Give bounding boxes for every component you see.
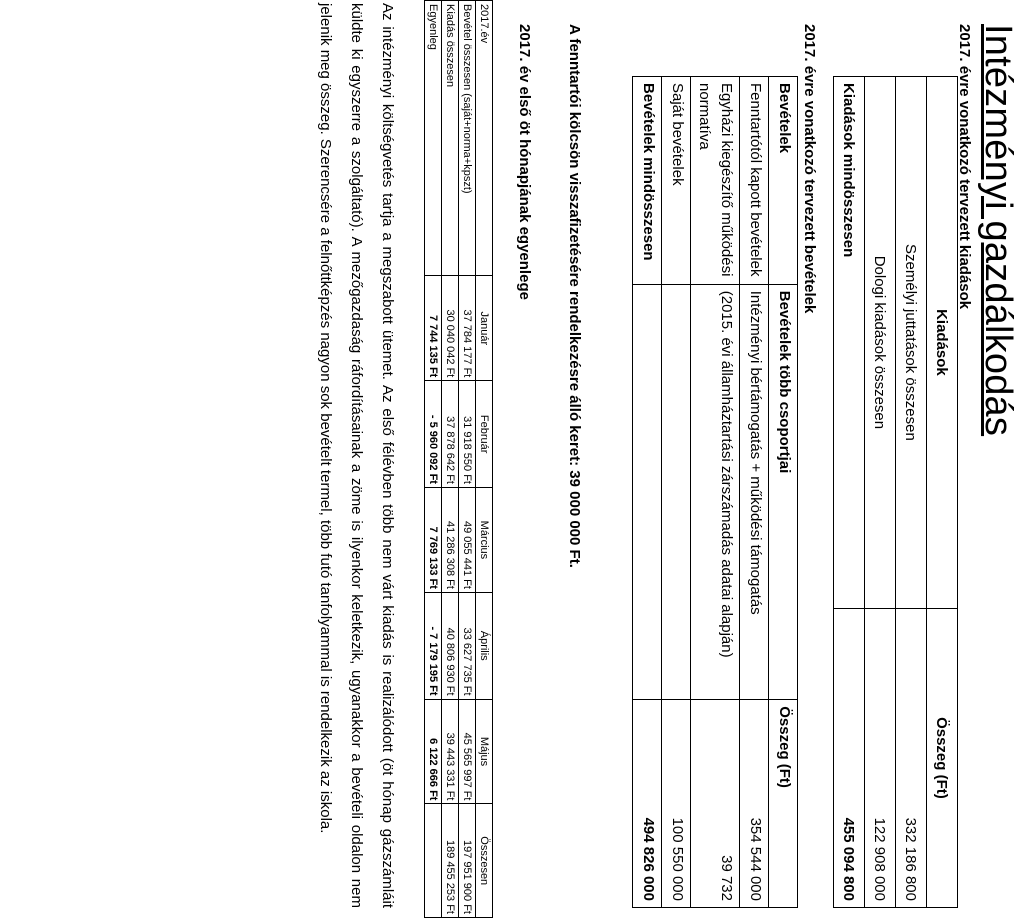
row-label: Bevételek mindösszesen	[633, 77, 662, 285]
row-group: (2015. évi államháztartási zárszámadás adatai alapján)	[691, 284, 740, 700]
expenses-table	[833, 76, 958, 908]
cell-value: 7 744 135 Ft	[425, 276, 442, 381]
table-row	[662, 77, 691, 908]
cell-value: 49 055 441 Ft	[459, 487, 476, 592]
cell-value: 41 286 308 Ft	[442, 487, 459, 592]
row-group	[662, 284, 691, 700]
table-row	[834, 77, 865, 908]
cell-value: 31 918 550 Ft	[459, 381, 476, 488]
table-header-row	[927, 77, 958, 908]
table-row	[865, 77, 896, 908]
row-label: Kiadás összesen	[442, 1, 459, 276]
row-label: Egyenleg	[425, 1, 442, 276]
cell-value: 6 122 666 Ft	[425, 699, 442, 804]
table-row	[691, 77, 740, 908]
table-header-row	[476, 1, 493, 918]
cell-value: 7 769 133 Ft	[425, 487, 442, 592]
table-row	[633, 77, 662, 908]
table-row	[442, 1, 459, 918]
column-header: Összeg (Ft)	[927, 608, 958, 907]
row-group: Intézményi bértámogatás + működési támogatás	[740, 284, 769, 700]
page-title: Intézményi gazdálkodás	[977, 24, 1019, 437]
cell-value: 30 040 042 Ft	[442, 276, 459, 381]
table-row	[459, 1, 476, 918]
row-label: Saját bevételek	[662, 77, 691, 285]
column-header: Március	[476, 487, 493, 592]
expenses-heading: 2017. évre vonatkozó tervezett kiadások	[956, 24, 973, 310]
row-amount: 100 550 000	[662, 700, 691, 908]
table-row	[740, 77, 769, 908]
column-header: Összesen	[476, 804, 493, 918]
column-header: Február	[476, 381, 493, 488]
row-amount: 122 908 000	[865, 608, 896, 907]
budget-paragraph: Az intézményi költségvetés tartja a megszabott ütemet. Az első félévben több nem várt kiadás is realizálódott (öt hónap gázszámláit küldte ki egyszerre a szolgáltató). A mezőgazdaság ráfordításainak a zöme is ilyenkor keletkezik, ugyanakkor a bevételi oldalon nem jelenik meg összeg. Szerencsére a felnőttképzés nagyon sok bevételt termel, több futó tanfolyammal is rendelkezik az iskola.	[317, 3, 396, 908]
cell-value: 189 455 253 Ft	[442, 804, 459, 918]
table-header-row	[769, 77, 798, 908]
column-header: Május	[476, 699, 493, 804]
column-header: Kiadások	[927, 77, 958, 609]
row-amount: 455 094 800	[834, 608, 865, 907]
column-header: 2017.év	[476, 1, 493, 276]
column-header: Bevételek több csoportjai	[769, 284, 798, 700]
row-label: Személyi juttatások összesen	[896, 77, 927, 609]
monthly-heading: 2017. év első öt hónapjának egyenlege	[516, 24, 533, 300]
cell-value: 197 951 900 Ft	[459, 804, 476, 918]
column-header: Bevételek	[769, 77, 798, 285]
loan-note: A fenntartói kölcsön visszafizetésére rendelkezésre álló keret: 39 000 000 Ft.	[566, 24, 583, 568]
column-header: Január	[476, 276, 493, 381]
cell-value: 45 565 997 Ft	[459, 699, 476, 804]
row-amount: 332 186 800	[896, 608, 927, 907]
cell-value	[425, 804, 442, 918]
cell-value: 33 627 735 Ft	[459, 592, 476, 699]
column-header: Április	[476, 592, 493, 699]
column-header: Összeg (Ft)	[769, 700, 798, 908]
row-amount: 39 732	[691, 700, 740, 908]
row-label: Egyházi kiegészítő működési normatíva	[691, 77, 740, 285]
cell-value: - 5 960 092 Ft	[425, 381, 442, 488]
row-amount: 494 826 000	[633, 700, 662, 908]
monthly-balance-table	[424, 0, 493, 918]
income-heading: 2017. évre vonatkozó tervezett bevételek	[801, 24, 818, 314]
cell-value: 40 806 930 Ft	[442, 592, 459, 699]
table-row	[425, 1, 442, 918]
cell-value: 37 784 177 Ft	[459, 276, 476, 381]
row-group	[633, 284, 662, 700]
row-label: Kiadások mindösszesen	[834, 77, 865, 609]
table-row	[896, 77, 927, 908]
cell-value: - 7 179 195 Ft	[425, 592, 442, 699]
income-table	[632, 76, 798, 908]
row-label: Fenntartótól kapott bevételek	[740, 77, 769, 285]
cell-value: 39 443 331 Ft	[442, 699, 459, 804]
row-label: Dologi kiadások összesen	[865, 77, 896, 609]
row-label: Bevétel összesen (saját+norma+kpszt)	[459, 1, 476, 276]
cell-value: 37 878 642 Ft	[442, 381, 459, 488]
row-amount: 354 544 000	[740, 700, 769, 908]
